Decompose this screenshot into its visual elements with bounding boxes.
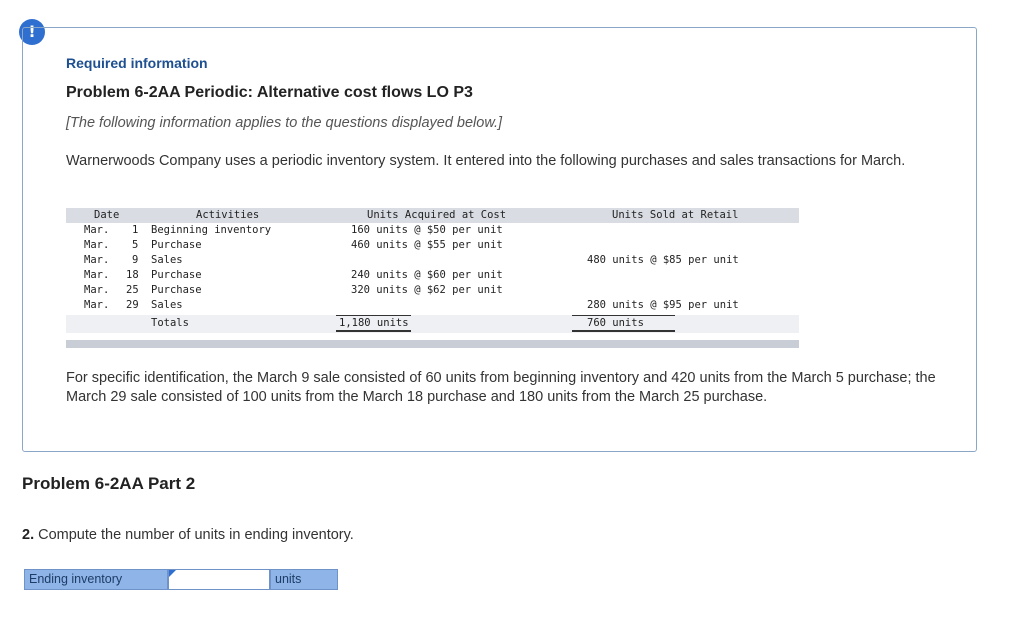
input-marker-icon	[169, 570, 176, 577]
header-date: Date	[94, 209, 120, 221]
question-number: 2.	[22, 527, 35, 543]
row-day: 29	[126, 299, 139, 311]
header-units-sold: Units Sold at Retail	[612, 209, 739, 221]
row-day: 9	[132, 254, 139, 266]
table-footer-bar	[66, 340, 799, 348]
row-day: 5	[132, 239, 139, 251]
info-note: [The following information applies to the questions displayed below.]	[66, 115, 503, 131]
header-activities: Activities	[196, 209, 260, 221]
row-day: 1	[132, 224, 139, 236]
part-title: Problem 6-2AA Part 2	[22, 474, 196, 493]
question	[22, 527, 354, 543]
specific-identification-text: For specific identification, the March 9 sale consisted of 60 units from beginning inventory and 420 units from the March 5 purchase; the March 29 sale consisted of 100 units from the March 18 purchase and 180 units from the March 25 purchase.	[66, 370, 936, 405]
row-activity: Sales	[151, 299, 183, 311]
totals-label: Totals	[151, 317, 189, 329]
table-row	[66, 298, 799, 313]
units-label: units	[270, 569, 338, 590]
row-activity: Sales	[151, 254, 183, 266]
table-header	[66, 208, 799, 223]
row-acquired: 160 units @ $50 per unit	[351, 224, 503, 236]
question-text: Compute the number of units in ending inventory.	[38, 527, 354, 543]
row-month: Mar.	[84, 254, 110, 266]
row-month: Mar.	[84, 239, 110, 251]
row-month: Mar.	[84, 284, 110, 296]
totals-row	[66, 315, 799, 333]
table-row	[66, 268, 799, 283]
row-activity: Purchase	[151, 239, 202, 251]
row-acquired: 320 units @ $62 per unit	[351, 284, 503, 296]
alert-icon: !	[19, 19, 45, 45]
row-activity: Beginning inventory	[151, 224, 272, 236]
row-month: Mar.	[84, 224, 110, 236]
row-acquired: 460 units @ $55 per unit	[351, 239, 503, 251]
table-row	[66, 223, 799, 238]
row-sold: 480 units @ $85 per unit	[587, 254, 739, 266]
totals-sold: 760 units	[572, 315, 675, 332]
required-information-label: Required information	[66, 55, 208, 71]
header-units-acquired: Units Acquired at Cost	[367, 209, 507, 221]
row-month: Mar.	[84, 269, 110, 281]
problem-title: Problem 6-2AA Periodic: Alternative cost flows LO P3	[66, 84, 473, 101]
table-row	[66, 238, 799, 253]
totals-acquired: 1,180 units	[336, 315, 411, 332]
row-day: 25	[126, 284, 139, 296]
row-day: 18	[126, 269, 139, 281]
transactions-table	[66, 208, 799, 348]
table-row	[66, 253, 799, 268]
row-sold: 280 units @ $95 per unit	[587, 299, 739, 311]
row-acquired: 240 units @ $60 per unit	[351, 269, 503, 281]
ending-inventory-input[interactable]	[168, 569, 270, 590]
row-activity: Purchase	[151, 269, 202, 281]
row-activity: Purchase	[151, 284, 202, 296]
table-row	[66, 283, 799, 298]
intro-text: Warnerwoods Company uses a periodic inventory system. It entered into the following purchases and sales transactions for March.	[66, 153, 906, 169]
row-month: Mar.	[84, 299, 110, 311]
ending-inventory-label: Ending inventory	[24, 569, 168, 590]
